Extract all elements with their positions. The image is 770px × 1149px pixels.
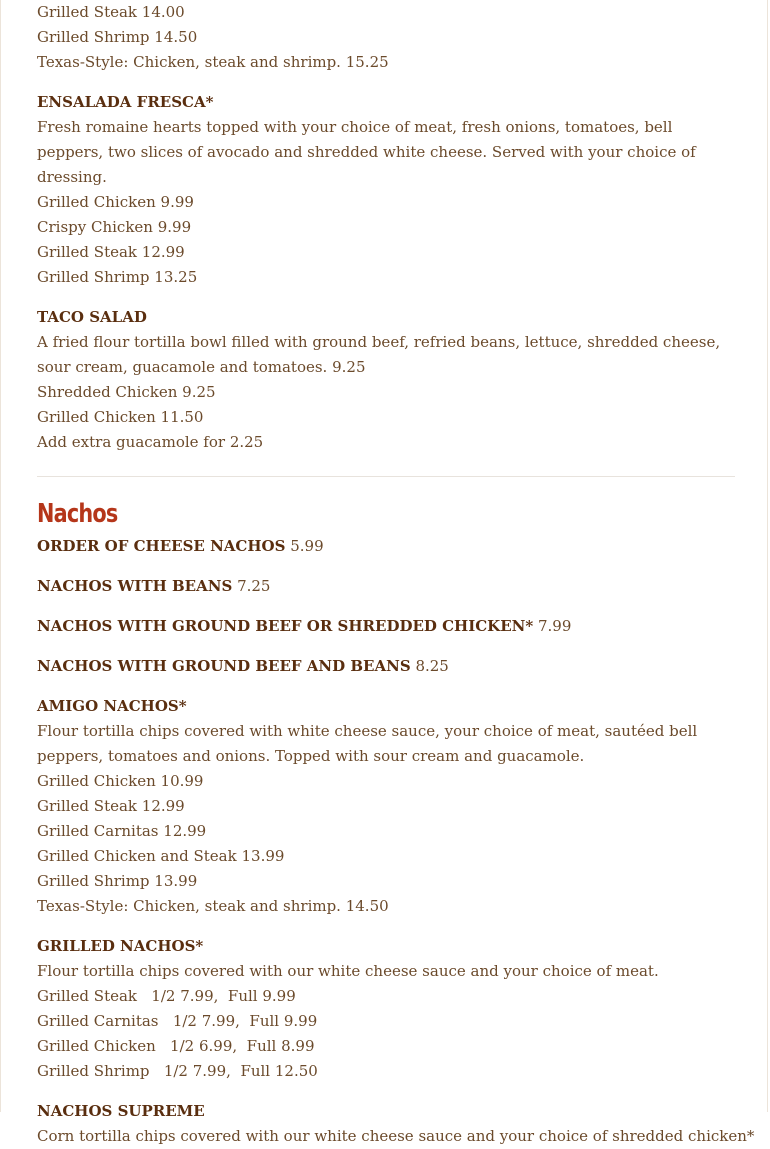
menu-item-price: 8.25 — [415, 657, 449, 675]
section-heading-nachos: Nachos — [37, 499, 118, 529]
menu-option: Grilled Shrimp 13.99 — [37, 872, 198, 890]
menu-item-title: NACHOS WITH GROUND BEEF OR SHREDDED CHICKEN* — [37, 617, 534, 635]
menu-option: Grilled Steak 12.99 — [37, 797, 185, 815]
menu-option: Grilled Carnitas 12.99 — [37, 822, 207, 840]
menu-option: Grilled Chicken 1/2 6.99, Full 8.99 — [37, 1037, 315, 1055]
menu-option: Add extra guacamole for 2.25 — [37, 433, 264, 451]
menu-item-grilled-nachos — [37, 934, 735, 1084]
menu-option: Grilled Chicken and Steak 13.99 — [37, 847, 285, 865]
menu-item-title: NACHOS WITH BEANS — [37, 577, 233, 595]
menu-option: Crispy Chicken 9.99 — [37, 218, 192, 236]
menu-item-title: NACHOS SUPREME — [37, 1102, 205, 1120]
menu-item-nachos-supreme — [37, 1099, 755, 1149]
menu-item-title: ENSALADA FRESCA* — [37, 93, 214, 111]
menu-item-description: Flour tortilla chips covered with our white cheese sauce and your choice of meat. — [37, 962, 659, 980]
menu-item-title: TACO SALAD — [37, 308, 147, 326]
menu-option: Grilled Chicken 10.99 — [37, 772, 204, 790]
menu-item-description: Corn tortilla chips covered with our white cheese sauce and your choice of shredded chicken* — [37, 1127, 755, 1145]
menu-item-ensalada-fresca — [37, 90, 735, 290]
menu-item-description: Fresh romaine hearts topped with your choice of meat, fresh onions, tomatoes, bell peppers, two slices of avocado and shredded white cheese. Served with your choice of dressing. — [37, 118, 696, 186]
menu-option: Grilled Steak 14.00 — [37, 3, 185, 21]
menu-item-price: 7.25 — [237, 577, 271, 595]
menu-item-price: 5.99 — [290, 537, 324, 555]
menu-option: Grilled Steak 12.99 — [37, 243, 185, 261]
menu-item-cheese-nachos — [37, 534, 735, 559]
menu-item-amigo-nachos — [37, 694, 735, 919]
menu-option: Texas-Style: Chicken, steak and shrimp. 15.25 — [37, 53, 389, 71]
menu-item-title: AMIGO NACHOS* — [37, 697, 187, 715]
menu-item-price: 7.99 — [538, 617, 572, 635]
menu-content — [37, 0, 755, 1149]
section-divider — [37, 476, 735, 477]
menu-option: Grilled Shrimp 13.25 — [37, 268, 198, 286]
menu-option: Grilled Shrimp 14.50 — [37, 28, 198, 46]
menu-item-nachos-beef-beans — [37, 654, 735, 679]
menu-item-title: ORDER OF CHEESE NACHOS — [37, 537, 286, 555]
menu-option: Grilled Steak 1/2 7.99, Full 9.99 — [37, 987, 296, 1005]
menu-option: Grilled Chicken 11.50 — [37, 408, 204, 426]
prev-item-list — [37, 0, 735, 75]
menu-item-taco-salad — [37, 305, 735, 455]
menu-option: Texas-Style: Chicken, steak and shrimp. 14.50 — [37, 897, 389, 915]
menu-item-description: Flour tortilla chips covered with white cheese sauce, your choice of meat, sautéed bell peppers, tomatoes and onions. Topped with sour cream and guacamole. — [37, 722, 698, 765]
menu-item-nachos-beans — [37, 574, 735, 599]
menu-item-description: A fried flour tortilla bowl filled with ground beef, refried beans, lettuce, shredded cheese, sour cream, guacamole and tomatoes. 9.25 — [37, 333, 721, 376]
menu-option: Shredded Chicken 9.25 — [37, 383, 216, 401]
menu-item-nachos-beef-chicken — [37, 614, 735, 639]
menu-item-title: GRILLED NACHOS* — [37, 937, 204, 955]
menu-option: Grilled Carnitas 1/2 7.99, Full 9.99 — [37, 1012, 318, 1030]
menu-item-title: NACHOS WITH GROUND BEEF AND BEANS — [37, 657, 411, 675]
menu-option: Grilled Chicken 9.99 — [37, 193, 194, 211]
menu-option: Grilled Shrimp 1/2 7.99, Full 12.50 — [37, 1062, 318, 1080]
